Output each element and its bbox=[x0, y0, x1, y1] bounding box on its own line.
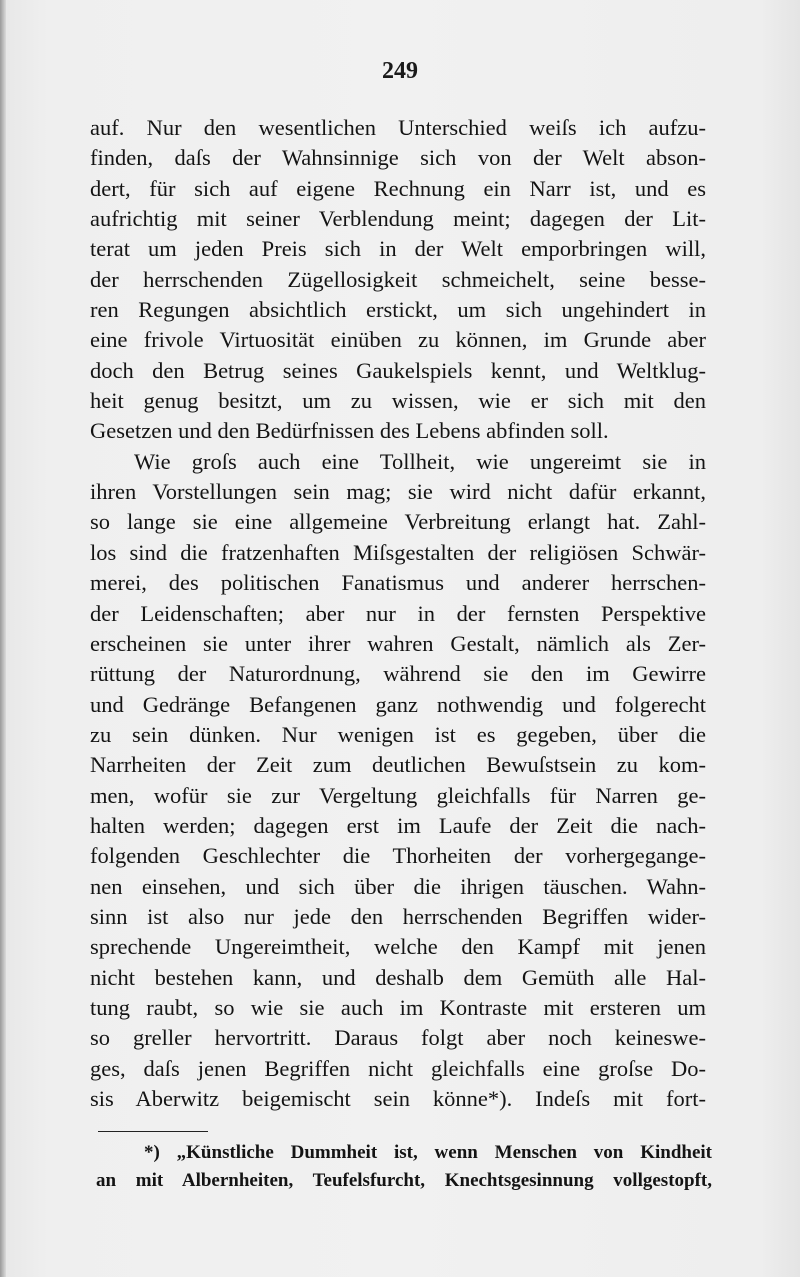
text-line: sinn ist also nur jede den herrschenden Begriffen wider- bbox=[90, 903, 706, 929]
text-line: erscheinen sie unter ihrer wahren Gestalt, nämlich als Zer- bbox=[90, 630, 706, 656]
text-line: und Gedränge Befangenen ganz nothwendig und folgerecht bbox=[90, 691, 706, 717]
text-line: so lange sie eine allgemeine Verbreitung erlangt hat. Zahl- bbox=[90, 509, 706, 535]
text-line: der herrschenden Zügellosigkeit schmeichelt, seine besse- bbox=[90, 266, 706, 292]
text-line: rüttung der Naturordnung, während sie den im Gewirre bbox=[90, 661, 706, 687]
text-line: halten werden; dagegen erst im Laufe der Zeit die nach- bbox=[90, 812, 706, 838]
text-line: Gesetzen und den Bedürfnissen des Lebens abfinden soll. bbox=[90, 418, 609, 444]
footnote-line: *) „Künstliche Dummheit ist, wenn Menschen von Kindheit bbox=[144, 1142, 712, 1163]
text-line: dert, für sich auf eigene Rechnung ein Narr ist, und es bbox=[90, 175, 706, 201]
text-line: sis Aberwitz beigemischt sein könne*). Indeſs mit fort- bbox=[90, 1086, 706, 1111]
text-line: zu sein dünken. Nur wenigen ist es gegeben, über die bbox=[90, 721, 706, 747]
text-line: eine frivole Virtuosität einüben zu können, im Grunde aber bbox=[90, 327, 706, 353]
text-line: los sind die fratzenhaften Miſsgestalten der religiösen Schwär- bbox=[90, 539, 706, 565]
text-line: nen einsehen, und sich über die ihrigen täuschen. Wahn- bbox=[90, 873, 706, 899]
page-number: 249 bbox=[382, 58, 418, 84]
footnote-divider bbox=[98, 1131, 208, 1132]
text-line: heit genug besitzt, um zu wissen, wie er sich mit den bbox=[90, 388, 706, 414]
text-line: doch den Betrug seines Gaukelspiels kennt, und Weltklug- bbox=[90, 357, 706, 383]
text-line: Narrheiten der Zeit zum deutlichen Bewuſstsein zu kom- bbox=[90, 752, 706, 778]
text-line: ren Regungen absichtlich erstickt, um sich ungehindert in bbox=[90, 297, 706, 323]
text-line: finden, daſs der Wahnsinnige sich von der Welt abson- bbox=[90, 145, 706, 171]
text-line: men, wofür sie zur Vergeltung gleichfalls für Narren ge- bbox=[90, 782, 706, 808]
text-line: auf. Nur den wesentlichen Unterschied weiſs ich aufzu- bbox=[90, 115, 706, 140]
text-line: der Leidenschaften; aber nur in der fernsten Perspektive bbox=[90, 600, 706, 626]
footnote-line: an mit Albernheiten, Teufelsfurcht, Knechtsgesinnung vollgestopft, bbox=[96, 1170, 712, 1191]
footnote bbox=[96, 1139, 712, 1195]
text-line: terat um jeden Preis sich in der Welt emporbringen will, bbox=[90, 236, 706, 262]
text-line: ges, daſs jenen Begriffen nicht gleichfalls eine groſse Do- bbox=[90, 1055, 706, 1081]
text-line: folgenden Geschlechter die Thorheiten der vorhergegange- bbox=[90, 843, 706, 869]
text-line: sprechende Ungereimtheit, welche den Kampf mit jenen bbox=[90, 934, 706, 960]
text-line: merei, des politischen Fanatismus und anderer herrschen- bbox=[90, 570, 706, 596]
text-line: tung raubt, so wie sie auch im Kontraste mit ersteren um bbox=[90, 994, 706, 1020]
page-edge-shadow bbox=[0, 0, 6, 1277]
text-line: so greller hervortritt. Daraus folgt aber noch keineswe- bbox=[90, 1025, 706, 1051]
text-line: aufrichtig mit seiner Verblendung meint; dagegen der Lit- bbox=[90, 206, 706, 232]
body-text bbox=[90, 113, 706, 1114]
text-line: nicht bestehen kann, und deshalb dem Gemüth alle Hal- bbox=[90, 964, 706, 990]
text-line: ihren Vorstellungen sein mag; sie wird nicht dafür erkannt, bbox=[90, 479, 706, 505]
paragraph-start-line: Wie groſs auch eine Tollheit, wie ungereimt sie in bbox=[134, 448, 706, 474]
